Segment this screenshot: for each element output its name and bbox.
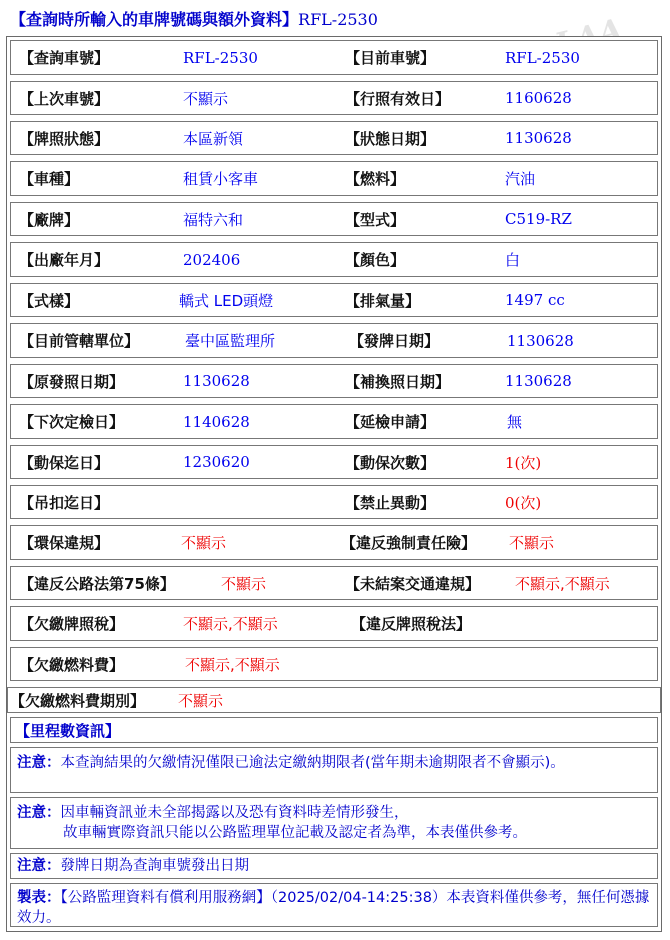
table-row	[10, 283, 658, 317]
notice-text: 因車輛資訊並未全部揭露以及恐有資料時差情形發生，	[60, 805, 409, 821]
notice-box	[10, 797, 658, 849]
field-label: 【牌照狀態】	[19, 129, 110, 148]
footer-text: 【公路監理資料有償利用服務網】（2025/02/04-14:25:38）本表資料僅供參考，無任何憑據效力。	[17, 890, 650, 926]
field-label: 【欠繳燃料費】	[19, 655, 125, 674]
table-row	[7, 687, 661, 713]
field-value: 不顯示	[178, 691, 224, 710]
field-label: 【禁止異動】	[345, 493, 436, 512]
field-value: 不顯示	[183, 89, 229, 108]
field-value: 1160628	[505, 89, 572, 107]
field-label: 【發牌日期】	[349, 332, 440, 350]
field-label: 【環保違規】	[19, 534, 110, 552]
table-row	[10, 364, 658, 398]
table-row	[10, 202, 658, 236]
field-label: 【違反公路法第75條】	[19, 574, 175, 593]
field-value: 不顯示	[181, 534, 227, 552]
table-row	[10, 525, 658, 560]
field-value: 1130628	[505, 129, 572, 147]
table-row	[10, 323, 658, 358]
mileage-section-title: 【里程數資訊】	[15, 721, 121, 740]
field-value: 無	[507, 413, 523, 431]
field-label: 【欠繳牌照稅】	[19, 615, 125, 633]
title-plate: RFL-2530	[298, 10, 378, 29]
field-label: 【違反牌照稅法】	[351, 615, 472, 633]
table-row	[10, 242, 658, 277]
vehicle-info-table	[6, 36, 662, 932]
table-row	[10, 121, 658, 155]
footer-key: 製表：	[17, 890, 61, 906]
field-label: 【動保次數】	[345, 453, 436, 472]
field-value: 202406	[183, 250, 241, 269]
field-value: 1(次)	[505, 453, 542, 472]
field-label: 【欠繳燃料費期別】	[10, 691, 146, 710]
field-label: 【原發照日期】	[19, 372, 125, 391]
table-row	[10, 40, 658, 75]
notice-text: 本查詢結果的欠繳情況僅限已逾法定繳納期限者(當年期未逾期限者不會顯示)。	[60, 755, 565, 771]
notice-text: 故車輛實際資訊只能以公路監理單位記載及認定者為準，本表僅供參考。	[63, 825, 527, 841]
notice-box	[10, 853, 658, 879]
field-label: 【型式】	[345, 210, 406, 229]
field-value: 福特六和	[183, 210, 244, 229]
field-value: 不顯示	[221, 574, 267, 593]
footer-disclaimer	[10, 883, 658, 927]
section-header	[10, 717, 658, 743]
field-value: 不顯示,不顯示	[183, 615, 278, 633]
notice-key: 注意：	[17, 805, 61, 821]
field-label: 【出廠年月】	[19, 251, 110, 269]
field-value: 臺中區監理所	[185, 332, 276, 350]
table-row	[10, 404, 658, 439]
table-row	[10, 647, 658, 681]
notice-key: 注意：	[17, 755, 61, 771]
field-value: C519-RZ	[505, 210, 572, 228]
field-label: 【排氣量】	[345, 291, 421, 310]
field-label: 【式樣】	[19, 291, 80, 310]
field-value: 1130628	[505, 372, 572, 390]
field-value: 不顯示,不顯示	[515, 574, 610, 593]
field-value: RFL-2530	[183, 48, 258, 67]
field-label: 【目前車號】	[345, 49, 436, 67]
field-label: 【補換照日期】	[345, 372, 451, 391]
field-label: 【目前管轄單位】	[19, 332, 140, 350]
table-row	[10, 606, 658, 641]
table-row	[10, 566, 658, 600]
field-value: 汽油	[505, 170, 536, 188]
table-row	[10, 485, 658, 519]
field-value: 1130628	[183, 372, 250, 390]
table-row	[10, 161, 658, 196]
table-row	[10, 81, 658, 115]
field-value: 1230620	[183, 453, 250, 471]
field-value: 本區新領	[183, 129, 244, 148]
field-label: 【燃料】	[345, 170, 406, 188]
field-value: 1140628	[183, 412, 250, 431]
page-title	[10, 6, 378, 34]
field-value: 租賃小客車	[183, 170, 259, 188]
title-prefix: 【查詢時所輸入的車牌號碼與額外資料】	[10, 10, 299, 29]
field-value: 不顯示,不顯示	[185, 655, 280, 674]
field-label: 【廠牌】	[19, 210, 80, 229]
field-label: 【下次定檢日】	[19, 413, 125, 431]
field-value: RFL-2530	[505, 48, 580, 67]
notice-text: 發牌日期為查詢車號發出日期	[60, 858, 249, 874]
field-label: 【車種】	[19, 170, 80, 188]
table-row	[10, 445, 658, 479]
field-label: 【動保迄日】	[19, 453, 110, 472]
notice-box	[10, 747, 658, 793]
field-label: 【延檢申請】	[345, 413, 436, 431]
field-label: 【行照有效日】	[345, 89, 451, 108]
notice-key: 注意：	[17, 858, 61, 874]
field-value: 1130628	[507, 331, 574, 350]
field-label: 【上次車號】	[19, 89, 110, 108]
field-label: 【吊扣迄日】	[19, 493, 110, 512]
field-label: 【未結案交通違規】	[345, 574, 481, 593]
field-label: 【違反強制責任險】	[341, 534, 477, 552]
field-label: 【查詢車號】	[19, 49, 110, 67]
field-value: 1497 cc	[505, 291, 565, 309]
field-value: 不顯示	[509, 534, 555, 552]
field-value: 轎式 LED頭燈	[179, 291, 274, 310]
field-label: 【狀態日期】	[345, 129, 436, 148]
field-value: 0(次)	[505, 493, 542, 512]
field-value: 白	[505, 251, 521, 269]
field-label: 【顏色】	[345, 251, 406, 269]
